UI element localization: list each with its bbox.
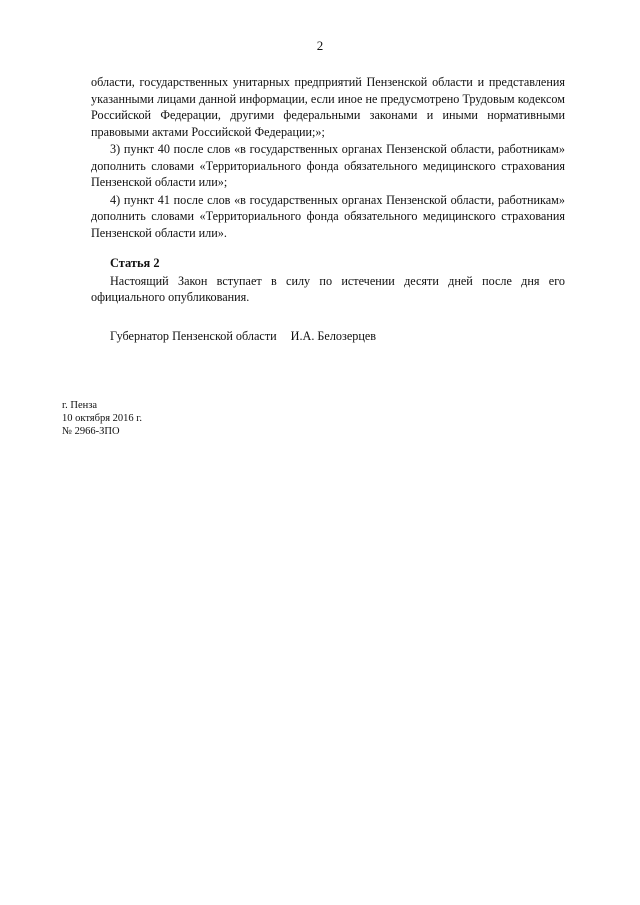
item-4-paragraph: 4) пункт 41 после слов «в государственных органах Пензенской области, работникам» дополнить словами «Территориального фонда обязательного медицинского страхования Пензенской области или».: [91, 192, 565, 240]
document-body: [91, 74, 565, 306]
signature-block: [110, 329, 376, 344]
article-2-text: Настоящий Закон вступает в силу по истечении десяти дней после дня его официального опубликования.: [91, 273, 565, 304]
footer-city: г. Пенза: [62, 400, 98, 411]
footer-date: 10 октября 2016 г.: [62, 413, 143, 424]
signatory-name: И.А. Белозерцев: [290, 329, 377, 343]
page-number: 2: [316, 38, 324, 53]
document-footer: [62, 399, 142, 438]
article-2-heading: Статья 2: [110, 256, 160, 270]
signatory-title: Губернатор Пензенской области: [110, 329, 277, 343]
item-3-paragraph: 3) пункт 40 после слов «в государственных органах Пензенской области, работникам» дополнить словами «Территориального фонда обязательного медицинского страхования Пензенской области или»;: [91, 142, 565, 189]
footer-law-number: № 2966-ЗПО: [62, 426, 120, 437]
continuation-paragraph: области, государственных унитарных предприятий Пензенской области и представления указанными лицами данной информации, если иное не предусмотрено Трудовым кодексом Российской Федерации, другими федеральными законами и иными нормативными правовыми актами Российской Федерации;»;: [91, 75, 565, 139]
